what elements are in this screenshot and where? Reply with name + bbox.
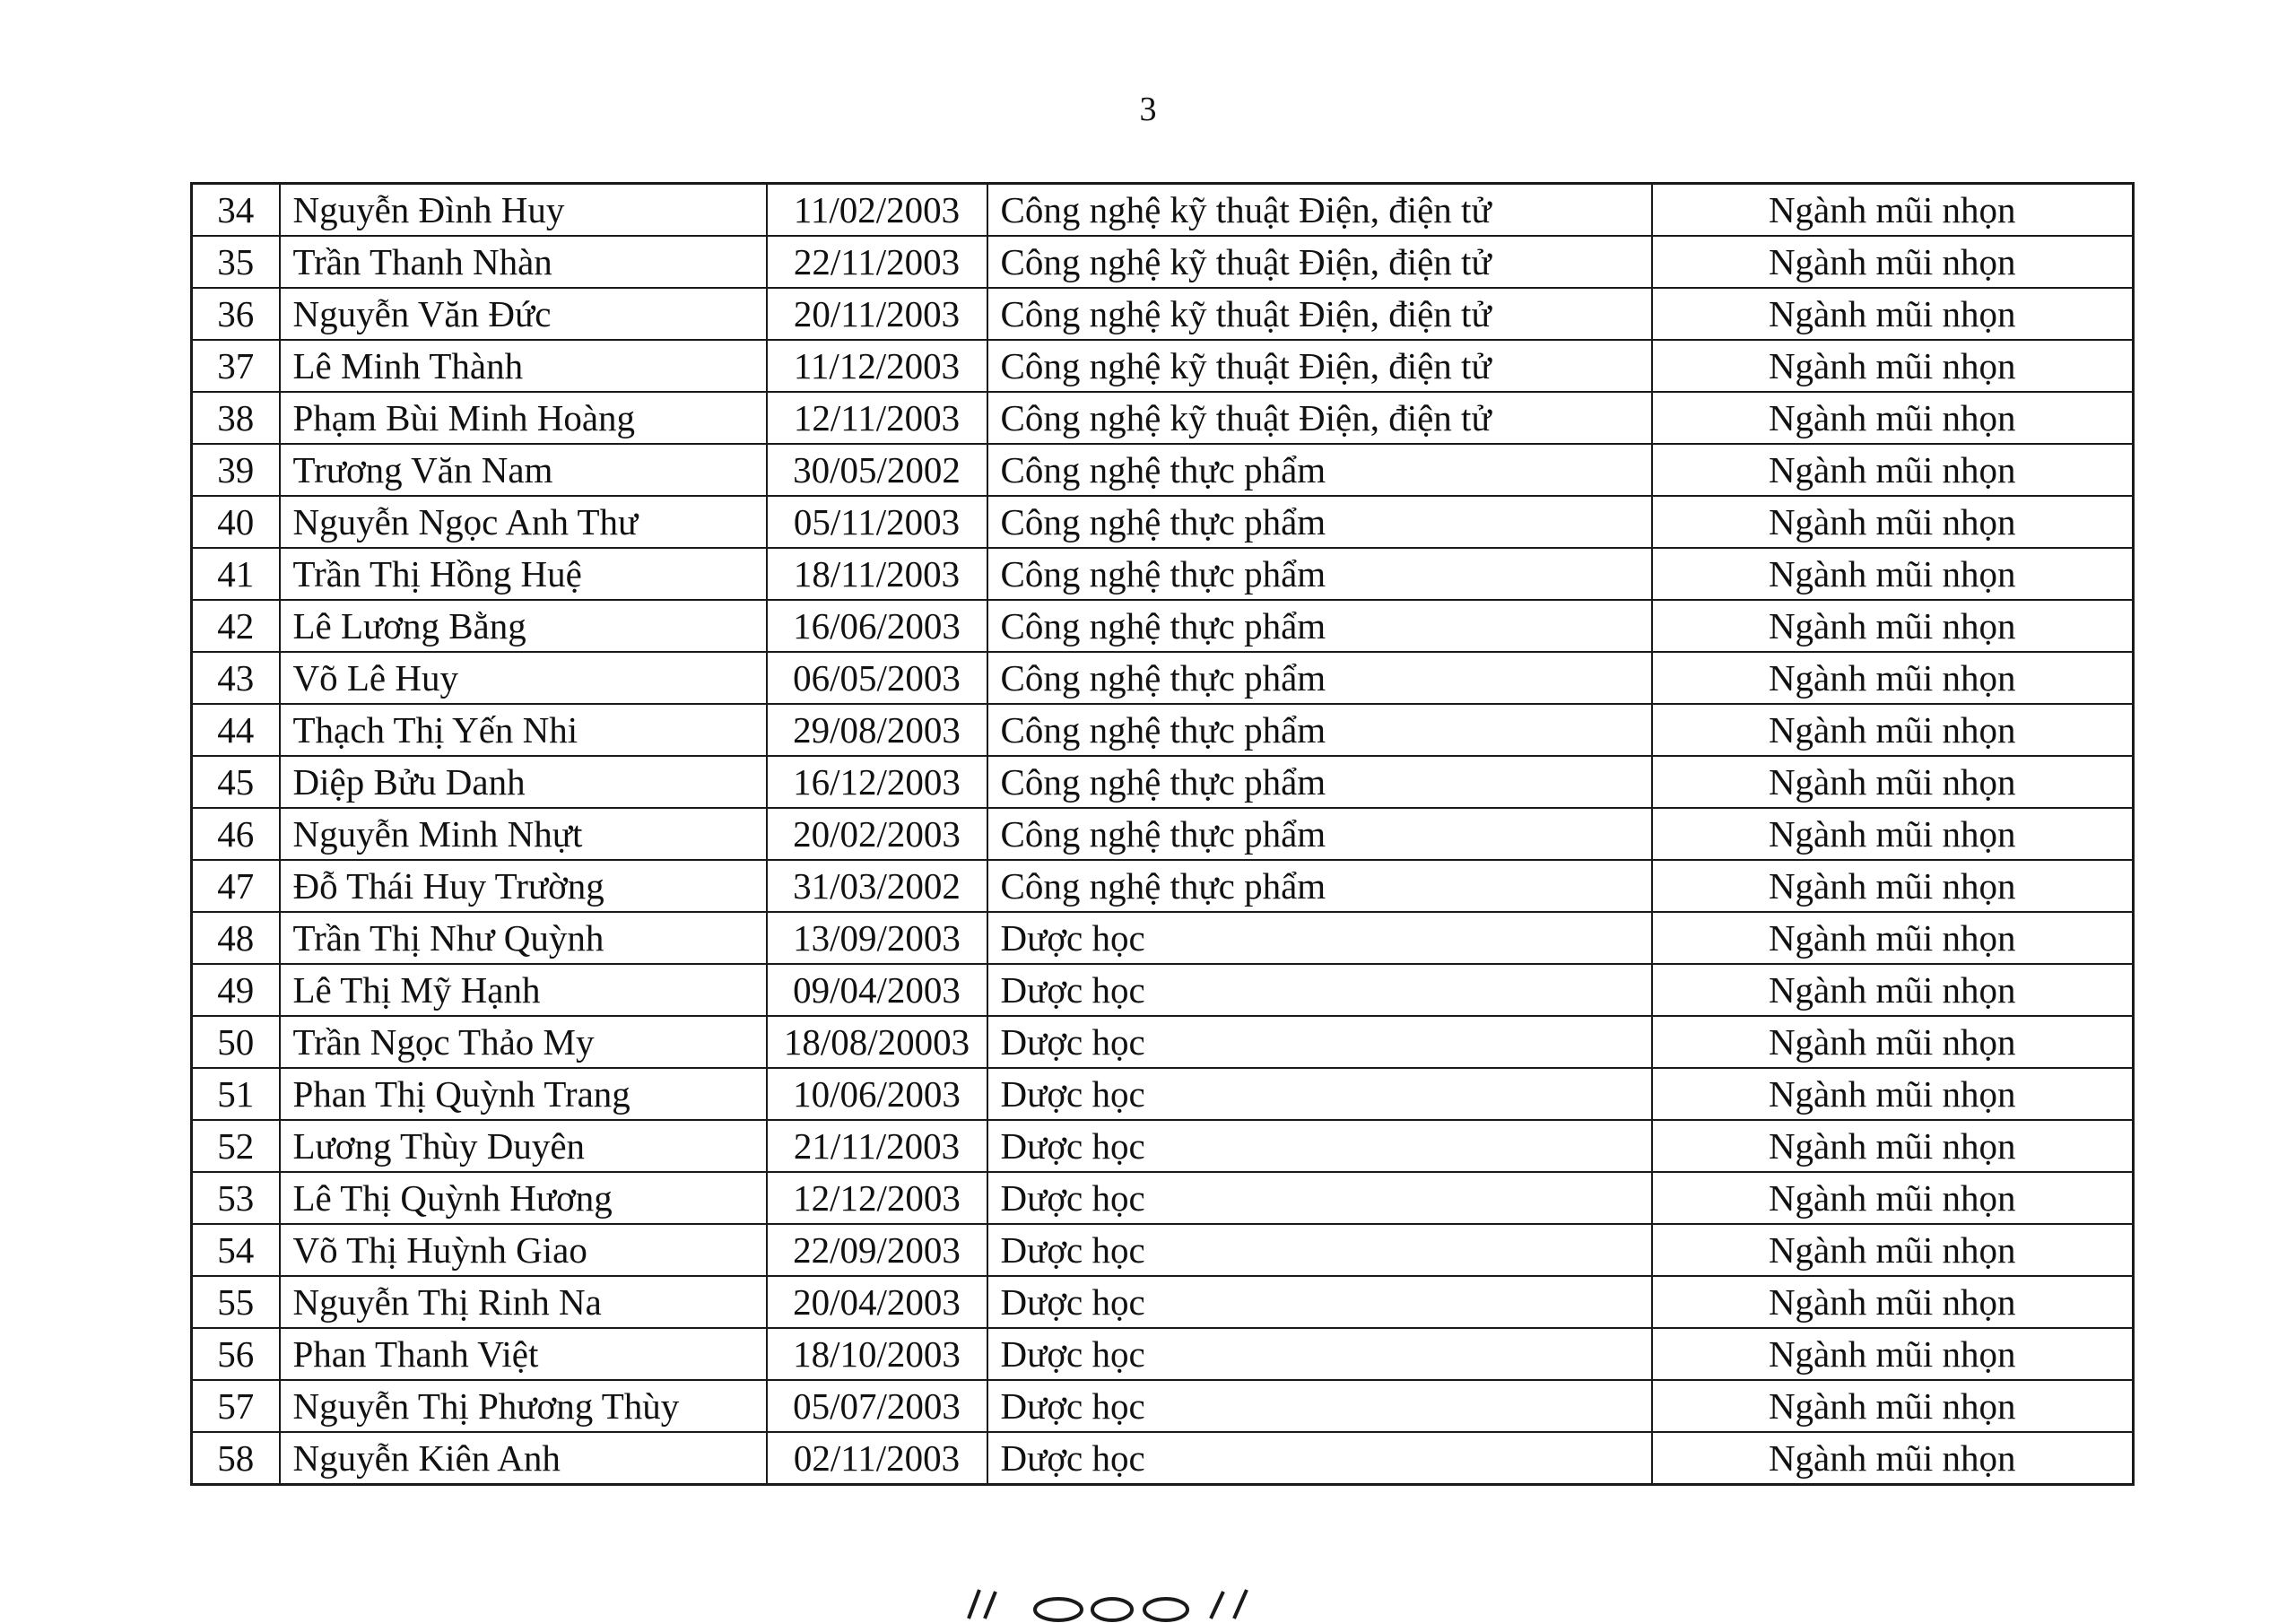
table-row bbox=[192, 756, 2134, 808]
table-row bbox=[192, 1172, 2134, 1224]
table-row bbox=[192, 1224, 2134, 1276]
date-of-birth-cell: 29/08/2003 bbox=[767, 704, 987, 756]
page-number: 3 bbox=[1139, 91, 1157, 128]
student-list-body bbox=[192, 184, 2134, 1485]
date-of-birth-cell: 22/11/2003 bbox=[767, 236, 987, 288]
major-cell: Công nghệ thực phẩm bbox=[987, 808, 1652, 860]
date-of-birth-cell: 21/11/2003 bbox=[767, 1120, 987, 1172]
row-number-cell: 49 bbox=[192, 964, 280, 1016]
row-number-cell: 38 bbox=[192, 392, 280, 444]
major-cell: Dược học bbox=[987, 1432, 1652, 1485]
table-row bbox=[192, 1068, 2134, 1120]
major-cell: Dược học bbox=[987, 1328, 1652, 1380]
date-of-birth-cell: 22/09/2003 bbox=[767, 1224, 987, 1276]
table-row bbox=[192, 600, 2134, 652]
student-name-cell: Nguyễn Kiên Anh bbox=[280, 1432, 767, 1485]
date-of-birth-cell: 11/02/2003 bbox=[767, 184, 987, 237]
date-of-birth-cell: 05/07/2003 bbox=[767, 1380, 987, 1432]
major-cell: Dược học bbox=[987, 1224, 1652, 1276]
table-row bbox=[192, 184, 2134, 237]
table-row bbox=[192, 964, 2134, 1016]
student-name-cell: Nguyễn Văn Đức bbox=[280, 288, 767, 340]
major-cell: Dược học bbox=[987, 964, 1652, 1016]
student-name-cell: Diệp Bửu Danh bbox=[280, 756, 767, 808]
student-name-cell: Phạm Bùi Minh Hoàng bbox=[280, 392, 767, 444]
category-cell: Ngành mũi nhọn bbox=[1652, 288, 2134, 340]
row-number-cell: 43 bbox=[192, 652, 280, 704]
date-of-birth-cell: 06/05/2003 bbox=[767, 652, 987, 704]
category-cell: Ngành mũi nhọn bbox=[1652, 964, 2134, 1016]
student-name-cell: Lê Thị Quỳnh Hương bbox=[280, 1172, 767, 1224]
row-number-cell: 58 bbox=[192, 1432, 280, 1485]
row-number-cell: 37 bbox=[192, 340, 280, 392]
category-cell: Ngành mũi nhọn bbox=[1652, 496, 2134, 548]
category-cell: Ngành mũi nhọn bbox=[1652, 392, 2134, 444]
table-row bbox=[192, 808, 2134, 860]
student-name-cell: Nguyễn Thị Rinh Na bbox=[280, 1276, 767, 1328]
date-of-birth-cell: 10/06/2003 bbox=[767, 1068, 987, 1120]
date-of-birth-cell: 18/10/2003 bbox=[767, 1328, 987, 1380]
major-cell: Dược học bbox=[987, 1172, 1652, 1224]
major-cell: Dược học bbox=[987, 1276, 1652, 1328]
category-cell: Ngành mũi nhọn bbox=[1652, 1172, 2134, 1224]
category-cell: Ngành mũi nhọn bbox=[1652, 236, 2134, 288]
row-number-cell: 47 bbox=[192, 860, 280, 912]
row-number-cell: 45 bbox=[192, 756, 280, 808]
category-cell: Ngành mũi nhọn bbox=[1652, 1224, 2134, 1276]
student-name-cell: Nguyễn Ngọc Anh Thư bbox=[280, 496, 767, 548]
category-cell: Ngành mũi nhọn bbox=[1652, 548, 2134, 600]
major-cell: Dược học bbox=[987, 1380, 1652, 1432]
major-cell: Dược học bbox=[987, 1016, 1652, 1068]
table-row bbox=[192, 1380, 2134, 1432]
date-of-birth-cell: 13/09/2003 bbox=[767, 912, 987, 964]
student-name-cell: Trương Văn Nam bbox=[280, 444, 767, 496]
date-of-birth-cell: 18/11/2003 bbox=[767, 548, 987, 600]
row-number-cell: 52 bbox=[192, 1120, 280, 1172]
major-cell: Công nghệ thực phẩm bbox=[987, 444, 1652, 496]
row-number-cell: 51 bbox=[192, 1068, 280, 1120]
major-cell: Công nghệ kỹ thuật Điện, điện tử bbox=[987, 288, 1652, 340]
student-name-cell: Trần Ngọc Thảo My bbox=[280, 1016, 767, 1068]
student-name-cell: Nguyễn Minh Nhựt bbox=[280, 808, 767, 860]
category-cell: Ngành mũi nhọn bbox=[1652, 704, 2134, 756]
table-row bbox=[192, 548, 2134, 600]
table-row bbox=[192, 392, 2134, 444]
major-cell: Công nghệ thực phẩm bbox=[987, 548, 1652, 600]
date-of-birth-cell: 30/05/2002 bbox=[767, 444, 987, 496]
major-cell: Công nghệ kỹ thuật Điện, điện tử bbox=[987, 184, 1652, 237]
row-number-cell: 35 bbox=[192, 236, 280, 288]
student-name-cell: Phan Thanh Việt bbox=[280, 1328, 767, 1380]
date-of-birth-cell: 02/11/2003 bbox=[767, 1432, 987, 1485]
category-cell: Ngành mũi nhọn bbox=[1652, 444, 2134, 496]
category-cell: Ngành mũi nhọn bbox=[1652, 1068, 2134, 1120]
category-cell: Ngành mũi nhọn bbox=[1652, 600, 2134, 652]
row-number-cell: 50 bbox=[192, 1016, 280, 1068]
row-number-cell: 34 bbox=[192, 184, 280, 237]
major-cell: Công nghệ thực phẩm bbox=[987, 496, 1652, 548]
date-of-birth-cell: 20/04/2003 bbox=[767, 1276, 987, 1328]
table-row bbox=[192, 1120, 2134, 1172]
category-cell: Ngành mũi nhọn bbox=[1652, 1016, 2134, 1068]
row-number-cell: 48 bbox=[192, 912, 280, 964]
student-list-table bbox=[190, 182, 2135, 1486]
row-number-cell: 56 bbox=[192, 1328, 280, 1380]
date-of-birth-cell: 18/08/20003 bbox=[767, 1016, 987, 1068]
major-cell: Dược học bbox=[987, 1120, 1652, 1172]
student-name-cell: Lương Thùy Duyên bbox=[280, 1120, 767, 1172]
date-of-birth-cell: 16/06/2003 bbox=[767, 600, 987, 652]
student-name-cell: Thạch Thị Yến Nhi bbox=[280, 704, 767, 756]
category-cell: Ngành mũi nhọn bbox=[1652, 184, 2134, 237]
category-cell: Ngành mũi nhọn bbox=[1652, 1380, 2134, 1432]
table-row bbox=[192, 1016, 2134, 1068]
table-row bbox=[192, 704, 2134, 756]
student-name-cell: Trần Thị Như Quỳnh bbox=[280, 912, 767, 964]
date-of-birth-cell: 09/04/2003 bbox=[767, 964, 987, 1016]
category-cell: Ngành mũi nhọn bbox=[1652, 1328, 2134, 1380]
row-number-cell: 39 bbox=[192, 444, 280, 496]
major-cell: Công nghệ thực phẩm bbox=[987, 704, 1652, 756]
major-cell: Công nghệ kỹ thuật Điện, điện tử bbox=[987, 340, 1652, 392]
date-of-birth-cell: 31/03/2002 bbox=[767, 860, 987, 912]
category-cell: Ngành mũi nhọn bbox=[1652, 1276, 2134, 1328]
date-of-birth-cell: 12/11/2003 bbox=[767, 392, 987, 444]
student-name-cell: Lê Minh Thành bbox=[280, 340, 767, 392]
date-of-birth-cell: 05/11/2003 bbox=[767, 496, 987, 548]
table-row bbox=[192, 860, 2134, 912]
date-of-birth-cell: 20/02/2003 bbox=[767, 808, 987, 860]
date-of-birth-cell: 20/11/2003 bbox=[767, 288, 987, 340]
table-row bbox=[192, 340, 2134, 392]
major-cell: Công nghệ kỹ thuật Điện, điện tử bbox=[987, 236, 1652, 288]
student-name-cell: Lê Thị Mỹ Hạnh bbox=[280, 964, 767, 1016]
table-row bbox=[192, 652, 2134, 704]
student-name-cell: Trần Thị Hồng Huệ bbox=[280, 548, 767, 600]
table-row bbox=[192, 288, 2134, 340]
student-name-cell: Phan Thị Quỳnh Trang bbox=[280, 1068, 767, 1120]
category-cell: Ngành mũi nhọn bbox=[1652, 808, 2134, 860]
major-cell: Dược học bbox=[987, 1068, 1652, 1120]
table-row bbox=[192, 236, 2134, 288]
major-cell: Công nghệ thực phẩm bbox=[987, 756, 1652, 808]
student-name-cell: Võ Lê Huy bbox=[280, 652, 767, 704]
table-row bbox=[192, 444, 2134, 496]
major-cell: Công nghệ kỹ thuật Điện, điện tử bbox=[987, 392, 1652, 444]
student-name-cell: Lê Lương Bằng bbox=[280, 600, 767, 652]
date-of-birth-cell: 11/12/2003 bbox=[767, 340, 987, 392]
row-number-cell: 41 bbox=[192, 548, 280, 600]
date-of-birth-cell: 12/12/2003 bbox=[767, 1172, 987, 1224]
table-row bbox=[192, 1276, 2134, 1328]
row-number-cell: 55 bbox=[192, 1276, 280, 1328]
major-cell: Công nghệ thực phẩm bbox=[987, 860, 1652, 912]
table-row bbox=[192, 912, 2134, 964]
student-name-cell: Đỗ Thái Huy Trường bbox=[280, 860, 767, 912]
student-name-cell: Trần Thanh Nhàn bbox=[280, 236, 767, 288]
major-cell: Công nghệ thực phẩm bbox=[987, 652, 1652, 704]
table-row bbox=[192, 1432, 2134, 1485]
table-row bbox=[192, 1328, 2134, 1380]
category-cell: Ngành mũi nhọn bbox=[1652, 652, 2134, 704]
student-name-cell: Nguyễn Đình Huy bbox=[280, 184, 767, 237]
row-number-cell: 53 bbox=[192, 1172, 280, 1224]
row-number-cell: 57 bbox=[192, 1380, 280, 1432]
seal-stamp-fragment bbox=[951, 1583, 1274, 1623]
student-name-cell: Nguyễn Thị Phương Thùy bbox=[280, 1380, 767, 1432]
category-cell: Ngành mũi nhọn bbox=[1652, 1432, 2134, 1485]
category-cell: Ngành mũi nhọn bbox=[1652, 860, 2134, 912]
category-cell: Ngành mũi nhọn bbox=[1652, 1120, 2134, 1172]
row-number-cell: 54 bbox=[192, 1224, 280, 1276]
major-cell: Dược học bbox=[987, 912, 1652, 964]
major-cell: Công nghệ thực phẩm bbox=[987, 600, 1652, 652]
row-number-cell: 44 bbox=[192, 704, 280, 756]
date-of-birth-cell: 16/12/2003 bbox=[767, 756, 987, 808]
row-number-cell: 40 bbox=[192, 496, 280, 548]
row-number-cell: 42 bbox=[192, 600, 280, 652]
category-cell: Ngành mũi nhọn bbox=[1652, 756, 2134, 808]
student-name-cell: Võ Thị Huỳnh Giao bbox=[280, 1224, 767, 1276]
table-row bbox=[192, 496, 2134, 548]
category-cell: Ngành mũi nhọn bbox=[1652, 912, 2134, 964]
category-cell: Ngành mũi nhọn bbox=[1652, 340, 2134, 392]
row-number-cell: 46 bbox=[192, 808, 280, 860]
row-number-cell: 36 bbox=[192, 288, 280, 340]
